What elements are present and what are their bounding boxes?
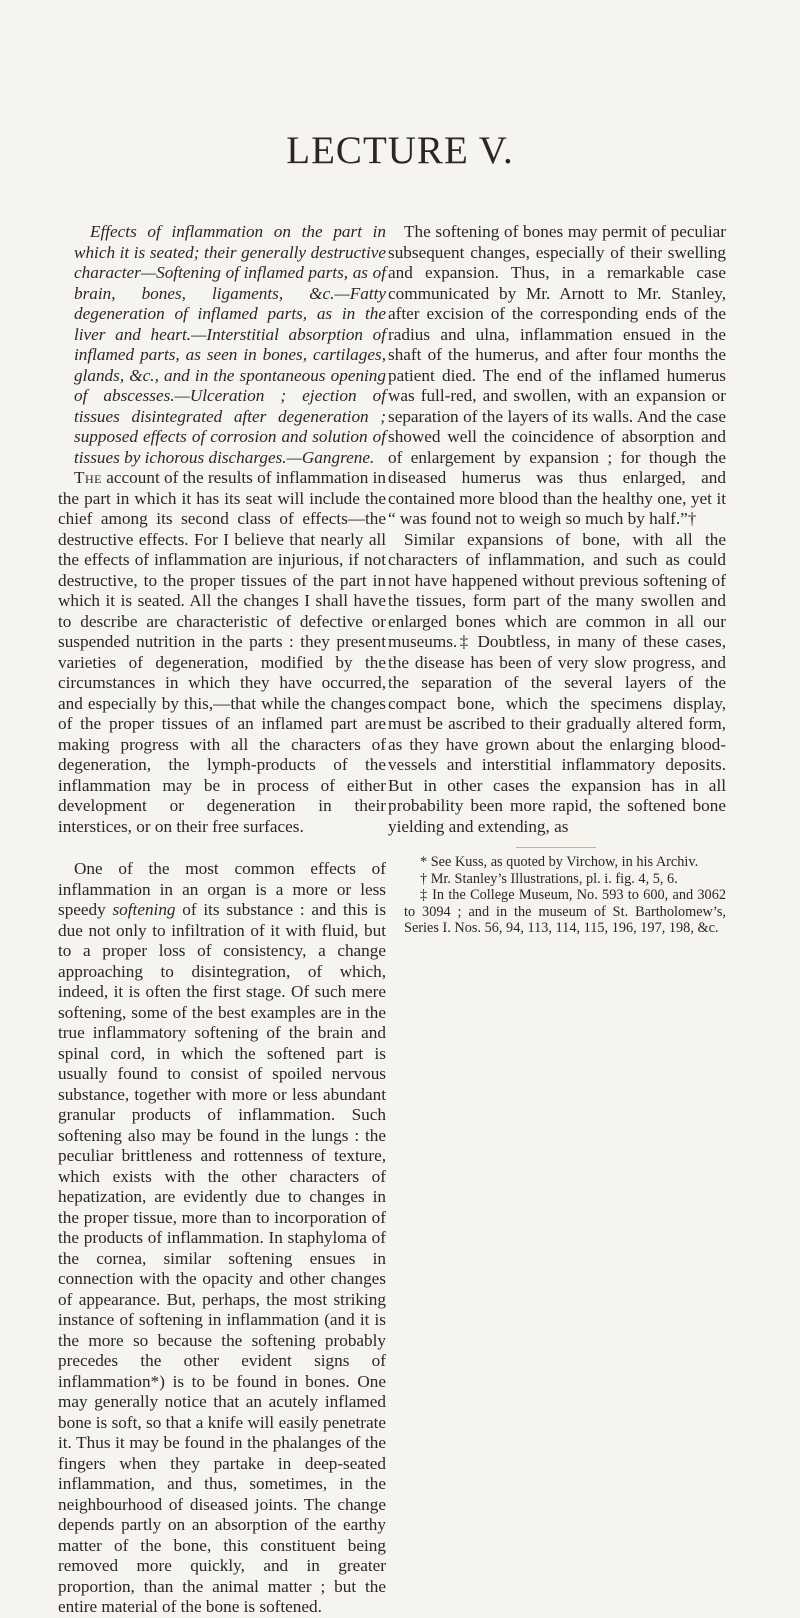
paragraph-gap bbox=[58, 837, 386, 859]
footnote-2: † Mr. Stanley’s Illustrations, pl. i. fig. 4, 5, 6. bbox=[420, 870, 678, 887]
para1-text: account of the results of inflammation in the part in which it has its seat will include the chief among its second class of effects—the destructive effects. For I believe that nearly all the effects of inflammation are injurious, if not destructive, to the proper tissues of the part in which it is seated. All the changes I shall have to describe are characteristic of defective or suspended nutrition in the parts : they present varieties of degeneration, modified by the circumstances in which they have occurred, and especially by this,—that while the changes of the proper tissues of an inflamed part are making progress with all the characters of degeneration, the lymph-products of the inflammation may be in process of either development or degeneration in their interstices, or on their free surfaces. bbox=[58, 468, 386, 836]
para2-part-b: of its substance : and this is due not only to infiltration of it with fluid, but to a proper loss of consistency, a change approaching to disintegration, of which, indeed, it is often the first stage. Of such mere softening, some of the best examples are in the true inflammatory softening of the brain and spinal cord, in which the softened part is usually found to consist of spoiled nervous substance, together with more or less abundant granular products of inflammation. Such softening also may be found in the lungs : the peculiar brittleness and rottenness of texture, which exists with the other characters of hepatization, are evidently due to changes in the proper tissue, more than to incorporation of the products of inflammation. In staphyloma of the cornea, similar softening ensues in connection with the opacity and other changes of appearance. But, perhaps, the most striking instance of softening in inflammation (and it is the more so because the softening probably precedes the other evident signs of inflammation*) is to be found in bones. One may generally notice that an acutely inflamed bone is soft, so that a knife will easily penetrate it. Thus it may be found in the phalanges of the fingers when they partake in deep-seated inflammation, and thus, sometimes, in the neighbourhood of diseased joints. The change depends partly on an absorption of the earthy matter of the bone, this constituent being removed more quickly, and in greater proportion, than the animal matter ; but the entire material of the bone is softened. bbox=[58, 900, 387, 1616]
right-column bbox=[388, 222, 726, 937]
left-column bbox=[58, 222, 386, 1618]
footnote-1: * See Kuss, as quoted by Virchow, in his Archiv. bbox=[420, 854, 699, 870]
footnote-3: ‡ In the College Museum, No. 593 to 600, and 3062 to 3094 ; and in the museum of St. Bartholomew’s, Series I. Nos. 56, 94, 113, 114, 115, 196, 197, 198, &c. bbox=[404, 887, 726, 936]
paragraph-3: The softening of bones may permit of peculiar subsequent changes, especially of their swelling and expansion. Thus, in a remarkable case communicated by Mr. Arnott to Mr. Stanley, after excision of the corresponding ends of the radius and ulna, inflammation ensued in the shaft of the humerus, and after four months the patient died. The end of the inflamed humerus was full-red, and swollen, with an expansion or separation of the layers of its walls. And the case showed well the coincidence of absorption and of enlargement by expansion ; for though the diseased humerus was thus enlarged, and contained more blood than the healthy one, yet it “ was found not to weigh so much by half.”† bbox=[388, 222, 726, 528]
para2-emphasis: softening bbox=[112, 900, 176, 919]
lecture-summary: Effects of inflammation on the part in which it is seated; their generally destructive character—Softening of inflamed parts, as of brain, bones, ligaments, &c.—Fatty degeneration of inflamed parts, as in the liver and heart.—Interstitial absorption of inflamed parts, as seen in bones, cartilages, glands, &c., and in the spontaneous opening of abscesses.—Ulceration ; ejection of tissues disintegrated after degeneration ; supposed effects of corrosion and solution of tissues by ichorous discharges.—Gangrene. bbox=[74, 222, 386, 467]
para2-part-a: One of the most common effects of inflammation in an organ is a more or less speedy bbox=[58, 859, 386, 919]
page-title: LECTURE V. bbox=[286, 129, 514, 172]
paragraph-4: Similar expansions of bone, with all the characters of inflammation, and such as could not have happened without previous softening of the tissues, form part of the many swollen and enlarged bones which are common in all our museums.‡ Doubtless, in many of these cases, the disease has been of very slow progress, and the separation of the several layers of the compact bone, which the specimens display, must be ascribed to their gradually altered form, as they have grown about the enlarging blood-vessels and interstitial inflammatory deposits. But in other cases the expansion has in all probability been more rapid, the softened bone yielding and extending, as bbox=[388, 529, 726, 836]
para1-lead: The bbox=[74, 468, 102, 487]
paragraph-1 bbox=[58, 468, 386, 837]
footnote-rule bbox=[516, 847, 596, 848]
paragraph-2 bbox=[58, 859, 386, 1618]
